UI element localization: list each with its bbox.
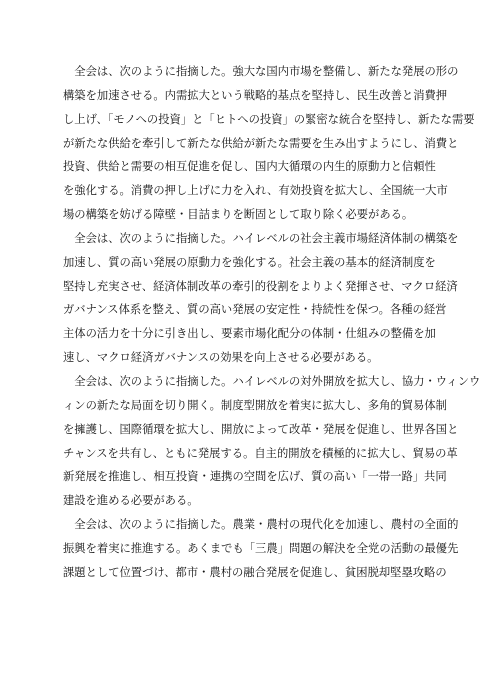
text-line: し上げ、「モノへの投資」と「ヒトへの投資」の緊密な統合を堅持し、新たな需要 xyxy=(63,112,475,126)
text-line: 全会は、次のように指摘した。ハイレベルの対外開放を拡大し、協力・ウィンウ xyxy=(63,374,480,388)
text-line: 建設を進める必要がある。 xyxy=(63,494,199,508)
paragraph-opening-up xyxy=(63,370,480,513)
text-line: ィンの新たな局面を切り開く。制度型開放を着実に拡大し、多角的貿易体制 xyxy=(63,398,447,412)
text-line: 振興を着実に推進する。あくまでも「三農」問題の解決を全党の活動の最優先 xyxy=(63,541,459,555)
text-line: 課題として位置づけ、都市・農村の融合発展を促進し、貧困脱却堅塁攻略の xyxy=(63,565,447,579)
text-line: 新発展を推進し、相互投資・連携の空間を広げ、質の高い「一帯一路」共同 xyxy=(63,470,447,484)
text-line: を擁護し、国際循環を拡大し、開放によって改革・発展を促進し、世界各国と xyxy=(63,422,459,436)
text-line: ガバナンス体系を整え、質の高い発展の安定性・持続性を保つ。各種の経営 xyxy=(63,303,447,317)
text-line: 場の構築を妨げる障壁・目詰まりを断固として取り除く必要がある。 xyxy=(63,208,414,222)
text-line: 加速し、質の高い発展の原動力を強化する。社会主義の基本的経済制度を xyxy=(63,255,436,269)
text-line: 投資、供給と需要の相互促進を促し、国内大循環の内生的原動力と信頼性 xyxy=(63,160,436,174)
paragraph-market-economy xyxy=(63,227,459,370)
text-line: が新たな供給を牽引して新たな供給が新たな需要を生み出すようにし、消費と xyxy=(63,136,459,150)
text-line: 主体の活力を十分に引き出し、要素市場化配分の体制・仕組みの整備を加 xyxy=(63,327,436,341)
paragraph-rural-modernization xyxy=(63,513,459,585)
text-line: 全会は、次のように指摘した。強大な国内市場を整備し、新たな発展の形の xyxy=(63,65,459,78)
text-line: 堅持し充実させ、経済体制改革の牽引的役割をよりよく発揮させ、マクロ経済 xyxy=(63,279,458,293)
document-body xyxy=(63,60,480,585)
text-line: 全会は、次のように指摘した。ハイレベルの社会主義市場経済体制の構築を xyxy=(63,231,459,245)
text-line: 速し、マクロ経済ガバナンスの効果を向上させる必要がある。 xyxy=(63,351,379,365)
text-line: を強化する。消費の押し上げに力を入れ、有効投資を拡大し、全国統一大市 xyxy=(63,184,448,198)
text-line: チャンスを共有し、ともに発展する。自主的開放を積極的に拡大し、貿易の革 xyxy=(63,446,458,460)
paragraph-domestic-market xyxy=(63,60,475,227)
text-line: 構築を加速させる。内需拡大という戦略的基点を堅持し、民生改善と消費押 xyxy=(63,88,448,102)
text-line: 全会は、次のように指摘した。農業・農村の現代化を加速し、農村の全面的 xyxy=(63,518,459,532)
